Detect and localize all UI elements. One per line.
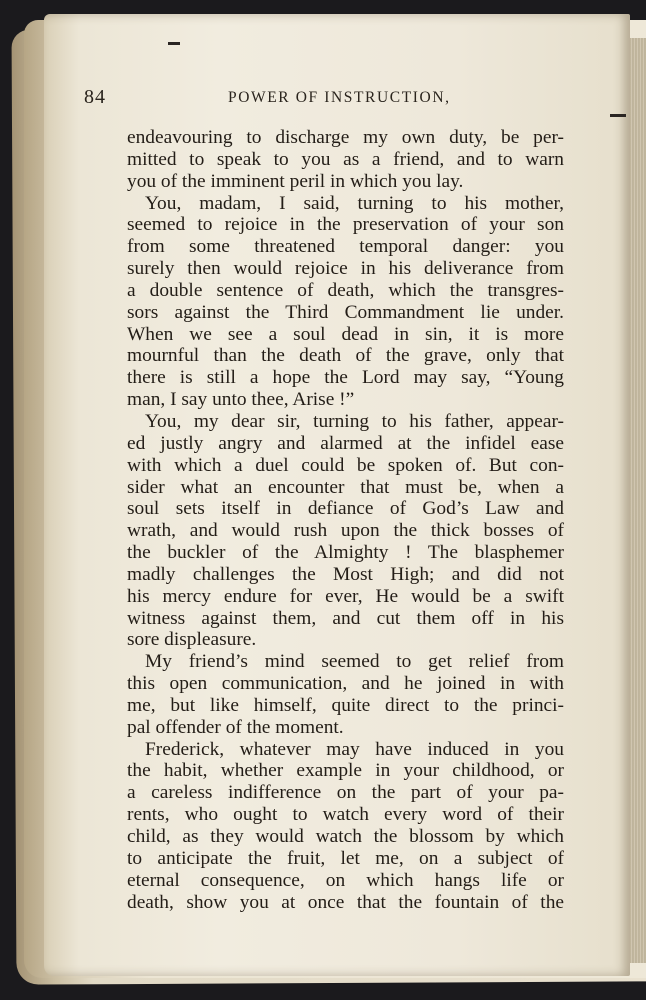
text-line: from some threatened temporal danger: you <box>127 236 564 258</box>
text-line: me, but like himself, quite direct to the princi- <box>127 694 564 716</box>
text-line: death, show you at once that the fountain of the <box>127 891 564 913</box>
text-line: the buckler of the Almighty ! The blasphemer <box>127 542 564 564</box>
text-line: to anticipate the fruit, let me, on a subject of <box>127 847 564 869</box>
running-head: POWER OF INSTRUCTION, <box>228 89 451 106</box>
text-line: sors against the Third Commandment lie under. <box>127 301 564 323</box>
body-text <box>127 127 564 913</box>
page-number: 84 <box>84 86 106 108</box>
text-line: You, my dear sir, turning to his father, appear- <box>145 410 564 432</box>
text-line: seemed to rejoice in the preservation of your son <box>127 214 564 236</box>
text-line: man, I say unto thee, Arise !” <box>127 389 355 411</box>
page-damage-mark <box>610 114 626 117</box>
text-line: you of the imminent peril in which you lay. <box>127 170 464 192</box>
text-line: with which a duel could be spoken of. But con- <box>127 454 564 476</box>
text-line: endeavouring to discharge my own duty, be per- <box>127 127 564 148</box>
text-line: pal offender of the moment. <box>127 716 344 738</box>
text-line: a double sentence of death, which the transgres- <box>127 279 564 301</box>
text-line: this open communication, and he joined in with <box>127 673 564 695</box>
text-line: Frederick, whatever may have induced in you <box>145 738 564 760</box>
text-line: the habit, whether example in your childhood, or <box>127 760 564 782</box>
text-line: rents, who ought to watch every word of their <box>127 804 564 826</box>
text-line: sider what an encounter that must be, when a <box>127 476 564 498</box>
text-line: child, as they would watch the blossom by which <box>127 826 564 847</box>
text-line: his mercy endure for ever, He would be a swift <box>127 585 564 607</box>
text-line: there is still a hope the Lord may say, “Young <box>127 367 564 389</box>
text-line: sore displeasure. <box>127 629 257 651</box>
page-header <box>84 86 564 112</box>
text-line: ed justly angry and alarmed at the infidel ease <box>127 432 564 454</box>
text-line: mitted to speak to you as a friend, and to warn <box>127 148 564 170</box>
text-line: mournful than the death of the grave, only that <box>127 345 564 367</box>
text-line: surely then would rejoice in his deliverance from <box>127 258 564 280</box>
text-line: soul sets itself in defiance of God’s Law and <box>127 498 564 520</box>
page-damage-mark <box>168 42 180 45</box>
text-line: My friend’s mind seemed to get relief from <box>145 651 564 673</box>
text-line: eternal consequence, on which hangs life or <box>127 869 564 891</box>
text-line: madly challenges the Most High; and did not <box>127 563 564 585</box>
text-line: witness against them, and cut them off in his <box>127 607 564 629</box>
text-line: wrath, and would rush upon the thick bosses of <box>127 520 564 542</box>
text-line: When we see a soul dead in sin, it is more <box>127 323 564 345</box>
text-line: a careless indifference on the part of your pa- <box>127 782 564 804</box>
text-line: You, madam, I said, turning to his mother, <box>145 192 564 214</box>
